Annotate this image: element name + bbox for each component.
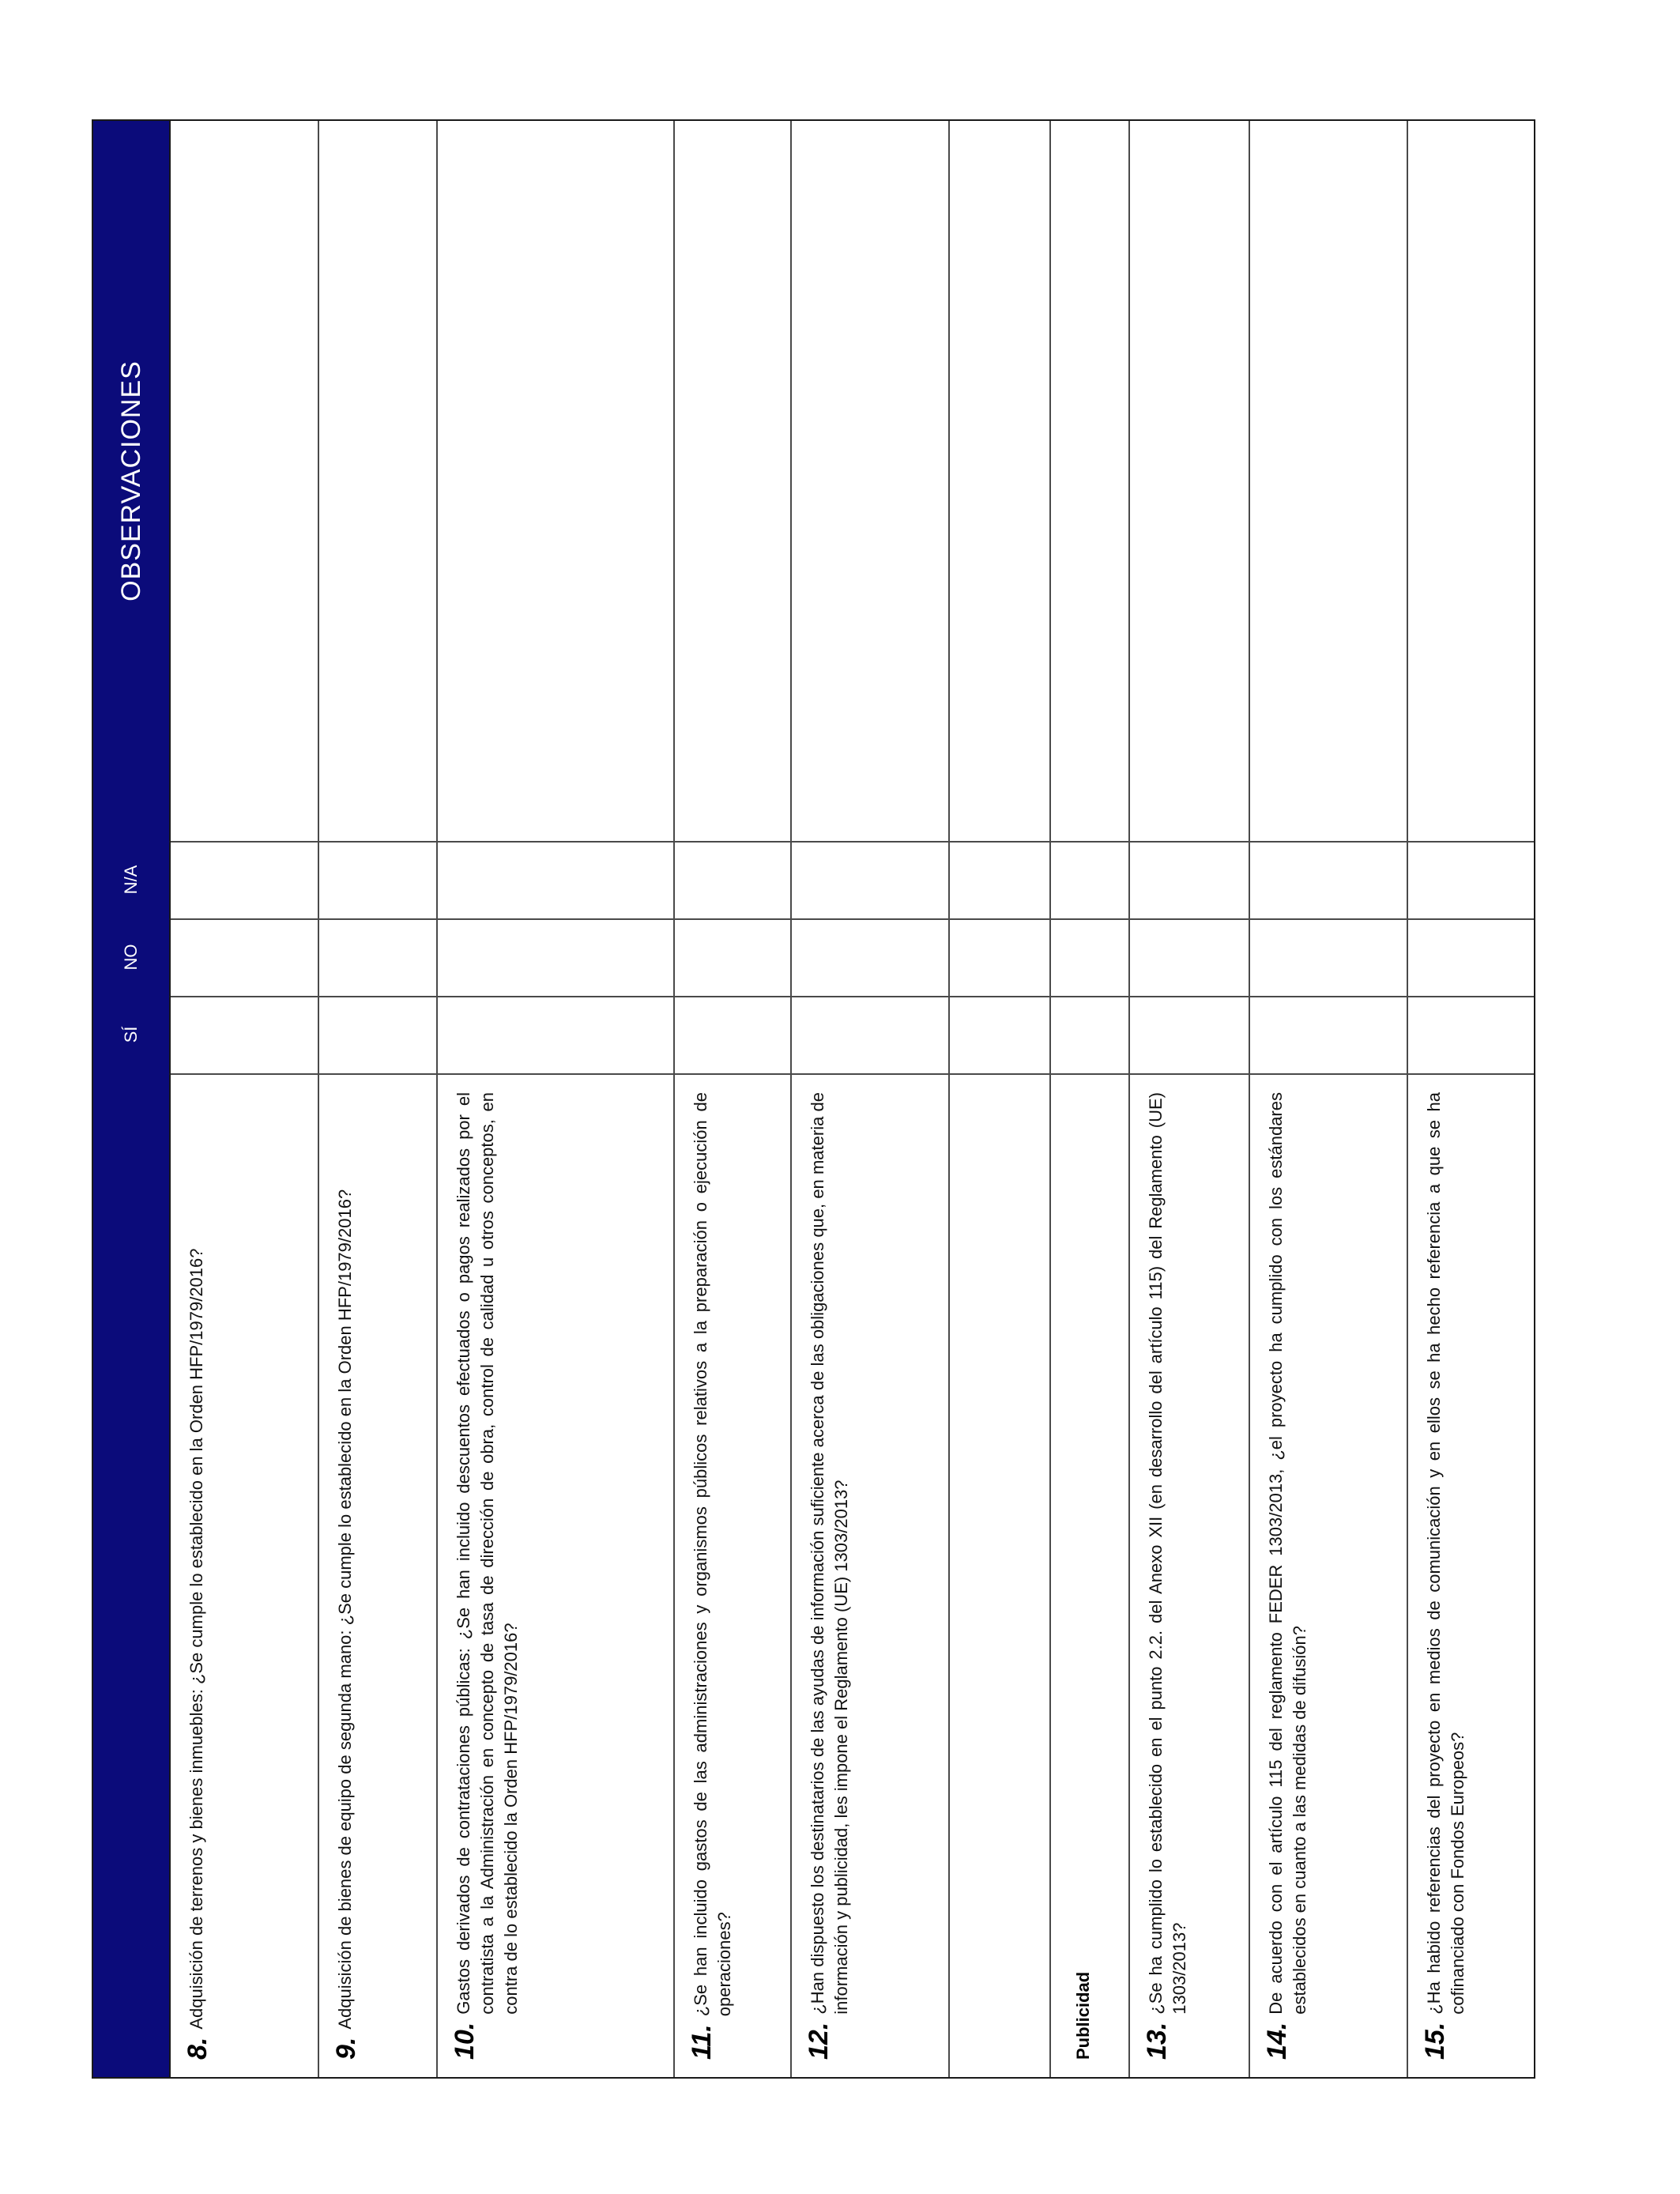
answer-no-cell[interactable]: [171, 918, 318, 996]
answer-si-cell[interactable]: [438, 996, 673, 1073]
observaciones-cell[interactable]: [171, 121, 318, 841]
answer-no-cell[interactable]: [438, 918, 673, 996]
answer-na-cell[interactable]: [1408, 841, 1534, 918]
question-number: 13.: [1142, 2022, 1172, 2060]
question-text: ¿Se han incluido gastos de las administraciones y organismos públicos relativos a la preparación o ejecución de operaciones?: [691, 1092, 734, 2017]
question-cell: [171, 1073, 318, 2077]
header-question-column: [93, 1073, 169, 2077]
answer-si-cell[interactable]: [792, 996, 948, 1073]
header-no: NO: [121, 944, 141, 971]
question-number: 8.: [183, 2037, 213, 2060]
answer-no-cell[interactable]: [675, 918, 790, 996]
observaciones-cell[interactable]: [319, 121, 436, 841]
question-cell: [1250, 1073, 1407, 2077]
answer-na-cell[interactable]: [1051, 841, 1128, 918]
question-cell: [792, 1073, 948, 2077]
answer-no-cell[interactable]: [1408, 918, 1534, 996]
question-text: ¿Han dispuesto los destinatarios de las ayudas de información suficiente acerca de las obligaciones que, en materia de información y publicidad, les impone el Reglamento (UE) 1303/2013?: [808, 1092, 851, 2015]
observaciones-cell[interactable]: [1408, 121, 1534, 841]
question-cell: [1408, 1073, 1534, 2077]
table-row: [675, 121, 792, 2077]
answer-no-cell[interactable]: [950, 918, 1049, 996]
answer-si-cell[interactable]: [675, 996, 790, 1073]
question-number: 14.: [1262, 2022, 1292, 2060]
observaciones-cell[interactable]: [792, 121, 948, 841]
answer-no-cell[interactable]: [1130, 918, 1249, 996]
answer-no-cell[interactable]: [319, 918, 436, 996]
observaciones-cell[interactable]: [438, 121, 673, 841]
table-row: [438, 121, 675, 2077]
header-observaciones: OBSERVACIONES: [115, 360, 146, 601]
question-number: 15.: [1420, 2022, 1450, 2060]
answer-na-cell[interactable]: [792, 841, 948, 918]
question-text: Adquisición de terrenos y bienes inmuebles: ¿Se cumple lo establecido en la Orden HFP/1979/2016?: [186, 1248, 206, 2030]
checklist-table: [92, 119, 1535, 2079]
question-cell: [1130, 1073, 1249, 2077]
question-text: ¿Ha habido referencias del proyecto en medios de comunicación y en ellos se ha hecho referencia a que se ha cofinanciado con Fondos Europeos?: [1424, 1092, 1467, 2015]
question-number: 11.: [687, 2024, 717, 2060]
answer-si-cell[interactable]: [1130, 996, 1249, 1073]
question-text: Adquisición de bienes de equipo de segunda mano: ¿Se cumple lo establecido en la Orden HFP/1979/2016?: [335, 1189, 355, 2030]
answer-si-cell[interactable]: [1250, 996, 1407, 1073]
answer-na-cell[interactable]: [171, 841, 318, 918]
table-row: [319, 121, 438, 2077]
question-number: 10.: [450, 2022, 480, 2060]
observaciones-cell[interactable]: [950, 121, 1049, 841]
question-cell: [675, 1073, 790, 2077]
question-number: 9.: [331, 2037, 361, 2060]
table-row: [1130, 121, 1250, 2077]
table-header: [93, 121, 171, 2077]
answer-na-cell[interactable]: [675, 841, 790, 918]
question-cell: [438, 1073, 673, 2077]
section-title: Publicidad: [1073, 1971, 1093, 2060]
question-cell: [950, 1073, 1049, 2077]
answer-si-cell[interactable]: [319, 996, 436, 1073]
table-row-empty: [950, 121, 1051, 2077]
answer-no-cell[interactable]: [1051, 918, 1128, 996]
observaciones-cell[interactable]: [1130, 121, 1249, 841]
answer-no-cell[interactable]: [1250, 918, 1407, 996]
question-cell: [319, 1073, 436, 2077]
table-row: [1408, 121, 1534, 2077]
observaciones-cell[interactable]: [675, 121, 790, 841]
question-text: De acuerdo con el artículo 115 del reglamento FEDER 1303/2013, ¿el proyecto ha cumplido con los estándares establecidos en cuanto a las medidas de difusión?: [1266, 1092, 1309, 2015]
section-cell: [1051, 1073, 1128, 2077]
answer-na-cell[interactable]: [950, 841, 1049, 918]
header-si: SÍ: [121, 1026, 141, 1043]
answer-na-cell[interactable]: [438, 841, 673, 918]
answer-na-cell[interactable]: [1250, 841, 1407, 918]
observaciones-cell[interactable]: [1250, 121, 1407, 841]
table-row: [1250, 121, 1408, 2077]
answer-no-cell[interactable]: [792, 918, 948, 996]
observaciones-cell[interactable]: [1051, 121, 1128, 841]
answer-na-cell[interactable]: [1130, 841, 1249, 918]
section-row: [1051, 121, 1130, 2077]
question-number: 12.: [804, 2022, 834, 2060]
question-text: Gastos derivados de contrataciones públicas: ¿Se han incluido descuentos efectuados o pagos realizados por el contratista a la Administración en concepto de tasa de dirección de obra, control de calidad u otros conceptos, en contra de lo establecido la Orden HFP/1979/2016?: [454, 1092, 521, 2015]
table-row: [171, 121, 319, 2077]
table-row: [792, 121, 950, 2077]
answer-si-cell[interactable]: [1408, 996, 1534, 1073]
answer-na-cell[interactable]: [319, 841, 436, 918]
answer-si-cell[interactable]: [1051, 996, 1128, 1073]
answer-si-cell[interactable]: [171, 996, 318, 1073]
answer-si-cell[interactable]: [950, 996, 1049, 1073]
question-text: ¿Se ha cumplido lo establecido en el punto 2.2. del Anexo XII (en desarrollo del artículo 115) del Reglamento (UE) 1303/2013?: [1146, 1092, 1189, 2015]
header-na: N/A: [121, 865, 141, 895]
